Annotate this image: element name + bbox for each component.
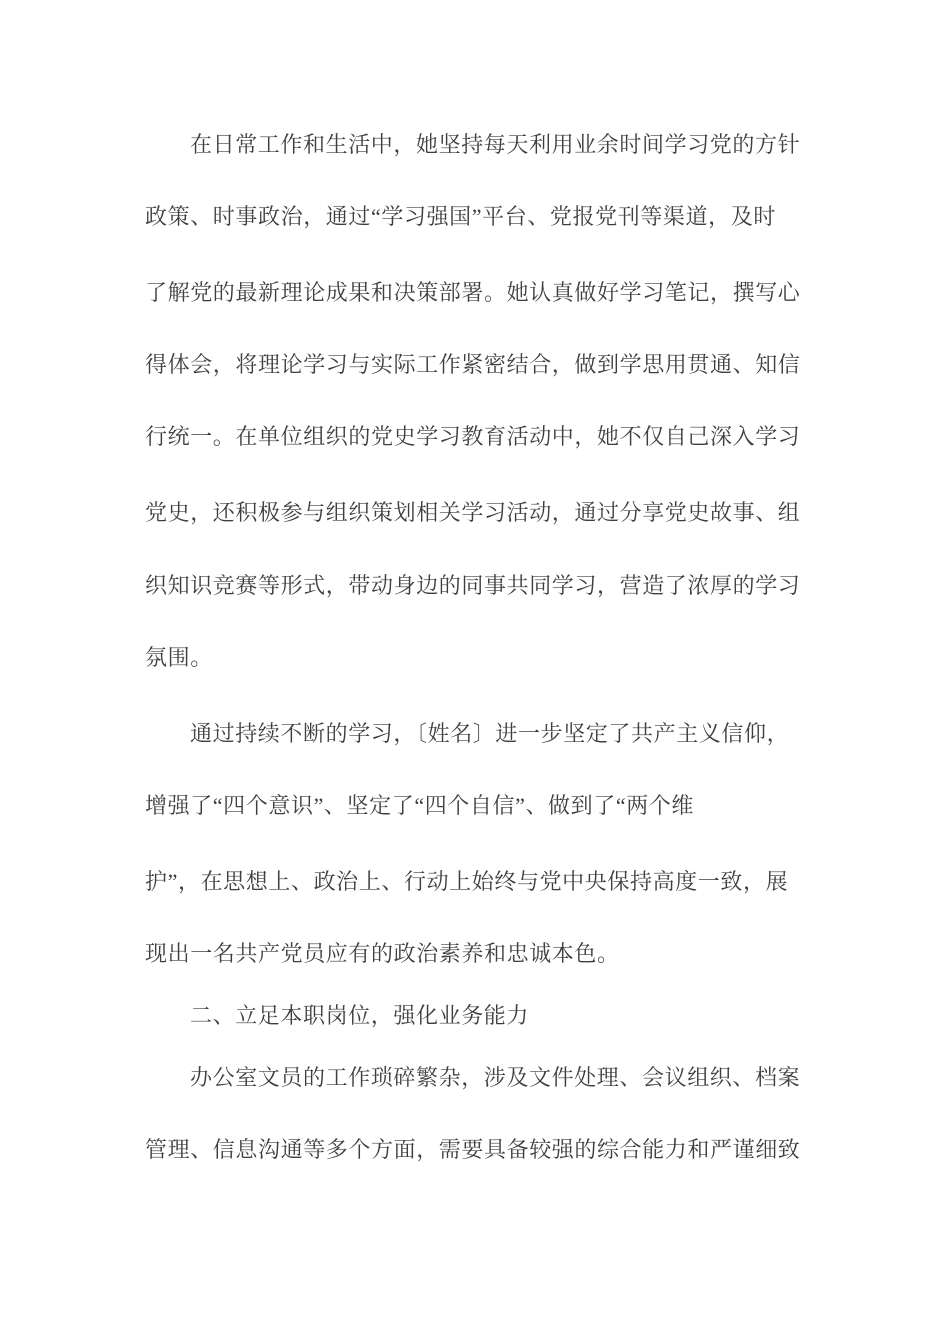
text-line: 党史，还积极参与组织策划相关学习活动，通过分享党史故事、组: [145, 500, 801, 525]
text-line: 得体会，将理论学习与实际工作紧密结合，做到学思用贯通、知信: [145, 352, 801, 377]
text-line: 护”，在思想上、政治上、行动上始终与党中央保持高度一致，展: [145, 869, 789, 894]
text-line: 办公室文员的工作琐碎繁杂，涉及文件处理、会议组织、档案: [190, 1065, 801, 1090]
text-line: 织知识竞赛等形式，带动身边的同事共同学习，营造了浓厚的学习: [145, 573, 801, 598]
text-line: 通过持续不断的学习，〔姓名〕进一步坚定了共产主义信仰，: [190, 721, 790, 746]
text-line: 氛围。: [145, 645, 213, 670]
text-line: 在日常工作和生活中，她坚持每天利用业余时间学习党的方针: [190, 132, 801, 157]
text-line: 政策、时事政治，通过“学习强国”平台、党报党刊等渠道，及时: [145, 204, 776, 229]
section-heading: 二、立足本职岗位，强化业务能力: [190, 1003, 530, 1028]
text-line: 增强了“四个意识”、坚定了“四个自信”、做到了“两个维: [145, 793, 695, 818]
text-line: 管理、信息沟通等多个方面，需要具备较强的综合能力和严谨细致: [145, 1137, 801, 1162]
text-line: 行统一。在单位组织的党史学习教育活动中，她不仅自己深入学习: [145, 424, 801, 449]
text-line: 现出一名共产党员应有的政治素养和忠诚本色。: [145, 941, 620, 966]
text-line: 了解党的最新理论成果和决策部署。她认真做好学习笔记，撰写心: [145, 280, 801, 305]
